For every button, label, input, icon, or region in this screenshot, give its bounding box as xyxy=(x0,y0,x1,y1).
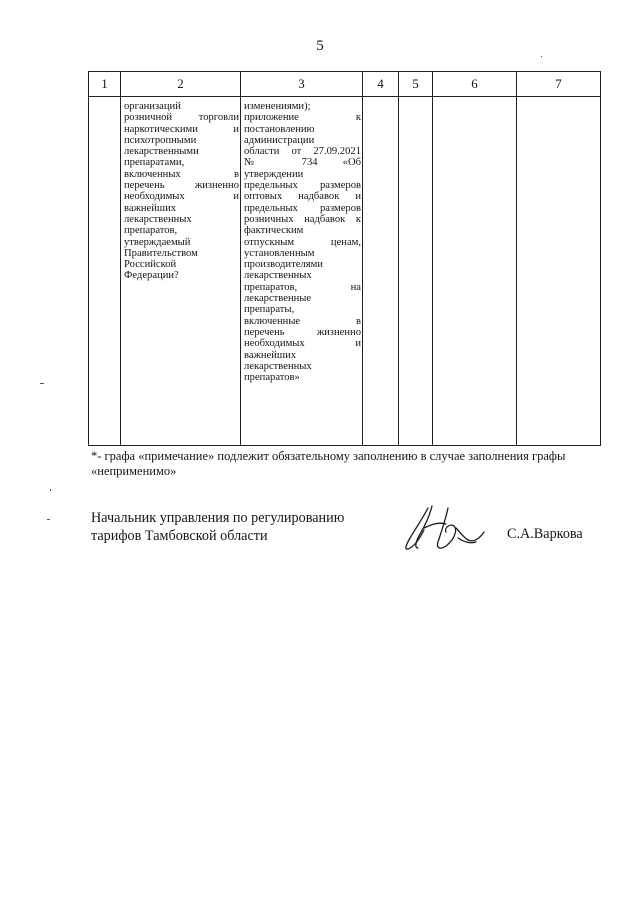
cell-col-1 xyxy=(89,97,121,446)
cell-line: приложение к xyxy=(244,112,361,124)
cell-line: постановлению xyxy=(244,123,315,135)
footnote-line-1: *- графа «примечание» подлежит обязательному заполнению в случае заполнения графы xyxy=(91,449,566,463)
page-number: 5 xyxy=(316,38,324,54)
cell-col-1-text xyxy=(89,97,120,101)
cell-line: психотропными xyxy=(124,134,197,146)
signature-title-line-1: Начальник управления по регулированию xyxy=(91,510,345,526)
cell-line: включенные в xyxy=(244,315,361,327)
cell-line: препаратов» xyxy=(244,372,300,384)
cell-line: лекарственных xyxy=(124,213,192,225)
cell-line: фактическим xyxy=(244,225,304,237)
cell-line: оптовых надбавок и xyxy=(244,191,361,203)
scan-speck xyxy=(47,519,50,520)
cell-line: утверждаемый xyxy=(124,236,191,248)
header-col-1: 1 xyxy=(89,72,121,97)
header-col-5: 5 xyxy=(399,72,433,97)
table-header-row xyxy=(89,72,601,97)
cell-col-2-text xyxy=(121,97,240,282)
cell-line: установленным xyxy=(244,247,315,259)
cell-line: утверждении xyxy=(244,168,304,180)
scan-speck xyxy=(50,489,51,491)
cell-line: включенных в xyxy=(124,168,239,180)
cell-line: отпускным ценам, xyxy=(244,236,361,248)
cell-line: изменениями); xyxy=(244,101,311,112)
footnote xyxy=(91,449,597,479)
cell-line: препаратов, xyxy=(124,225,178,237)
cell-col-3 xyxy=(241,97,363,446)
cell-line: препаратами, xyxy=(124,157,185,169)
header-col-7: 7 xyxy=(517,72,601,97)
cell-line: производителями xyxy=(244,259,323,271)
cell-line: лекарственных xyxy=(244,270,312,282)
scan-speck xyxy=(40,383,44,384)
cell-line: лекарственными xyxy=(124,146,199,158)
cell-line: розничных надбавок к xyxy=(244,213,361,225)
cell-line: Правительством xyxy=(124,247,198,259)
cell-line: Федерации? xyxy=(124,270,179,282)
table-row xyxy=(89,97,601,446)
cell-col-3-text xyxy=(241,97,362,383)
cell-line: организаций xyxy=(124,101,181,112)
cell-line: перечень жизненно xyxy=(244,326,361,338)
cell-col-2 xyxy=(121,97,241,446)
cell-line: лекарственные xyxy=(244,293,312,305)
header-col-3: 3 xyxy=(241,72,363,97)
handwritten-signature-icon xyxy=(398,498,498,556)
cell-line: лекарственных xyxy=(244,360,312,372)
cell-col-7-text xyxy=(517,97,600,101)
cell-col-4-text xyxy=(363,97,398,101)
cell-col-6-text xyxy=(433,97,516,101)
requirements-table xyxy=(88,71,601,446)
cell-line: № 734 «Об xyxy=(244,157,361,169)
signature-title-line-2: тарифов Тамбовской области xyxy=(91,528,268,544)
cell-line: препараты, xyxy=(244,304,295,316)
cell-line: наркотическими и xyxy=(124,123,239,135)
cell-line: перечень жизненно xyxy=(124,180,239,192)
cell-line: розничной торговли xyxy=(124,112,239,124)
cell-line: необходимых и xyxy=(244,338,361,350)
cell-line: препаратов, на xyxy=(244,281,361,293)
cell-line: предельных размеров xyxy=(244,202,361,214)
cell-col-7 xyxy=(517,97,601,446)
signer-name: С.А.Варкова xyxy=(507,526,583,542)
cell-line: необходимых и xyxy=(124,191,239,203)
cell-col-6 xyxy=(433,97,517,446)
header-col-4: 4 xyxy=(363,72,399,97)
scan-speck xyxy=(541,56,542,57)
cell-col-4 xyxy=(363,97,399,446)
cell-line: важнейших xyxy=(124,202,177,214)
cell-line: администрации xyxy=(244,134,315,146)
cell-line: важнейших xyxy=(244,349,297,361)
cell-line: предельных размеров xyxy=(244,180,361,192)
cell-col-5 xyxy=(399,97,433,446)
signature-title xyxy=(91,509,391,545)
footnote-line-2: «неприменимо» xyxy=(91,464,177,478)
header-col-6: 6 xyxy=(433,72,517,97)
cell-col-5-text xyxy=(399,97,432,101)
cell-line: области от 27.09.2021 xyxy=(244,146,361,158)
header-col-2: 2 xyxy=(121,72,241,97)
cell-line: Российской xyxy=(124,259,177,271)
